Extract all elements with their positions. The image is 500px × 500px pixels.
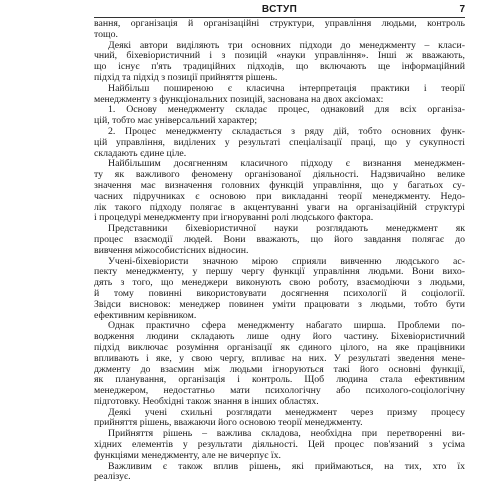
text-line: дять з того, що менеджери виконують свою роботу, взаємодіючи з людьми,	[94, 277, 465, 289]
text-line: джменту до взаємин між людьми ігноруються такі його основні функції,	[94, 363, 465, 375]
text-line: функціями менеджменту, але не вичерпує їх.	[94, 449, 281, 461]
text-line: і процедурі менеджменту при ігноруванні ролі людського фактора.	[94, 212, 374, 224]
running-header	[94, 4, 465, 16]
text-line: 1. Основу менеджменту складає процес, однаковий для всіх організа-	[108, 104, 465, 116]
text-line: складають єдине ціле.	[94, 147, 187, 159]
text-line: прийняття рішень, вважаючи його основою теорії менеджменту.	[94, 417, 363, 429]
text-line: чний, біхевіористичний і з позицій «науки управління». Інші ж вважають,	[94, 50, 465, 62]
text-line: впливають і яке, у свою чергу, впливає на них. У результаті зведення мене-	[94, 352, 465, 364]
text-line: процес взаємодії людей. Вони вважають, що його завдання полягає до	[94, 233, 465, 245]
text-line: вивчення міжособистісних відносин.	[94, 244, 249, 256]
text-line: підготовку. Необхідні також знання в інших областях.	[94, 395, 319, 407]
text-line: Представники біхевіористичної науки розглядають менеджмент як	[108, 223, 465, 235]
text-line: Важливим є також вплив рішень, які приймаються, на тих, хто їх	[108, 460, 465, 472]
text-line: підхід виключає розуміння організації як єдиного цілого, на яке працівники	[94, 341, 465, 353]
text-line: як планування, організація і контроль. Щоб людина стала ефективним	[94, 374, 465, 386]
text-line: що існує п'ять традиційних підходів, що включають ще інформаційний	[94, 61, 465, 73]
text-line: ту як важливого феномену організованої діяльності. Надзвичайно велике	[94, 169, 465, 181]
text-line: Однак практично сфера менеджменту набагато ширша. Проблеми по-	[108, 320, 465, 332]
chapter-title: ВСТУП	[261, 4, 298, 15]
text-line: часних підручниках є основою при викладанні теорії менеджменту. Недо-	[94, 190, 465, 202]
text-line: 2. Процес менеджменту складається з ряду дій, тобто основних функ-	[108, 125, 465, 137]
text-line: тощо.	[94, 28, 118, 40]
text-line: водження людини складають лише одну його частину. Біхевіористичний	[94, 331, 465, 343]
text-line: вання, організація й організаційні структури, управління людьми, контроль	[94, 19, 465, 29]
text-line: менеджером, недостатньо мати психологічну або психолого-соціологічну	[94, 385, 465, 397]
text-line: й тому повинні використовувати досягнення психології й соціології.	[94, 287, 465, 299]
text-line: Звідси висновок: менеджер повинен уміти працювати з людьми, тобто бути	[94, 298, 465, 310]
text-line: хідних елементів у результати діяльності. Цей процес пов'язаний з усіма	[94, 439, 465, 451]
text-line: Деякі учені схильні розглядати менеджмент через призму процесу	[108, 406, 465, 418]
text-line: лік такого підходу полягає в акцентуванні уваги на організаційній структурі	[94, 201, 465, 213]
text-line: менеджменту з функціональних позицій, заснована на двох аксіомах:	[94, 93, 384, 105]
text-line: Найбільш поширеною є класична інтерпретація практики і теорії	[108, 82, 465, 94]
page-number: 7	[459, 4, 465, 15]
text-line: ефективним керівником.	[94, 309, 197, 321]
text-line: Прийняття рішень – важлива складова, необхідна при перетворенні ви-	[108, 428, 465, 440]
text-line: реалізує.	[94, 471, 131, 483]
text-line: підхід та підхід з позиції прийняття рішень.	[94, 71, 278, 83]
header-rule	[94, 17, 465, 18]
body-text	[94, 19, 465, 497]
text-line: Найбільшим досягненням класичного підходу є визнання менеджмен-	[108, 158, 465, 170]
text-line: Учені-біхевіористи значною мірою сприяли вивченню людського ас-	[108, 255, 465, 267]
text-line: цій, тобто має універсальний характер;	[94, 115, 258, 127]
text-line: пекту менеджменту, у першу чергу функції управління людьми. Вони вихо-	[94, 266, 465, 278]
text-line: цій управління, виділених у результаті спеціалізації праці, що у сукупності	[94, 136, 465, 148]
text-line: Деякі автори виділяють три основних підходи до менеджменту – класи-	[108, 39, 465, 51]
text-line: значення має визначення головних функцій управління, що у багатьох су-	[94, 179, 465, 191]
